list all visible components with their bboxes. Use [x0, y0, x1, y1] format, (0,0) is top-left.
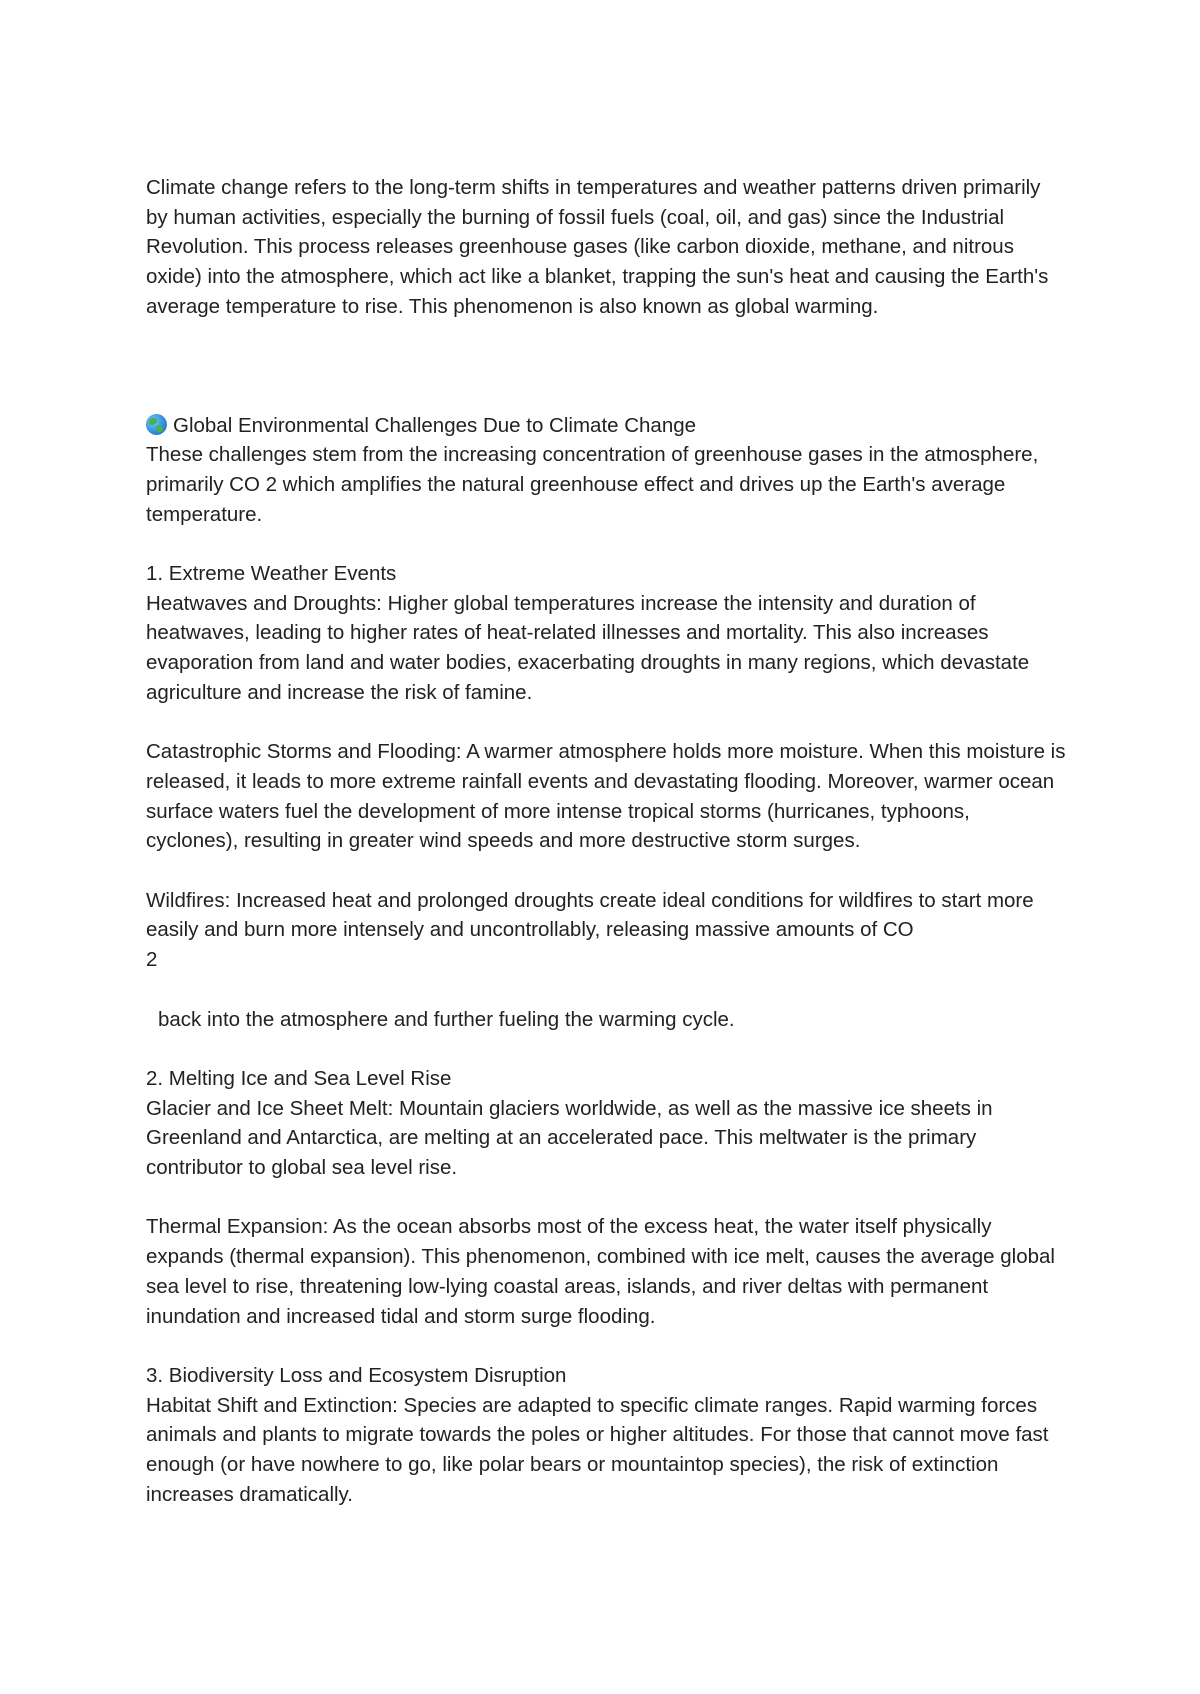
- wildfires-continuation: back into the atmosphere and further fueling the warming cycle.: [158, 1007, 735, 1031]
- globe-icon: [146, 414, 167, 435]
- section-1-heading: 1. Extreme Weather Events: [146, 562, 397, 586]
- document-body: [146, 173, 1066, 1509]
- spacer: [146, 529, 1066, 559]
- section-title-text: Global Environmental Challenges Due to Climate Change: [173, 413, 697, 437]
- section-intro-paragraph: These challenges stem from the increasing concentration of greenhouse gases in the atmosphere, primarily CO 2 which amplifies the natural greenhouse effect and drives up the Earth's average temperature.: [146, 443, 1039, 526]
- glacier-paragraph: Glacier and Ice Sheet Melt: Mountain glaciers worldwide, as well as the massive ice sheets in Greenland and Antarctica, are melting at an accelerated pace. This meltwater is the primary contributor to global sea level rise.: [146, 1096, 993, 1180]
- section-title: [146, 411, 1066, 441]
- spacer: [146, 856, 1066, 886]
- spacer: [146, 322, 1066, 411]
- intro-paragraph: Climate change refers to the long-term shifts in temperatures and weather patterns driven primarily by human activities, especially the burning of fossil fuels (coal, oil, and gas) since the Industrial Revolution. This process releases greenhouse gases (like carbon dioxide, methane, and nitrous oxide) into the atmosphere, which act like a blanket, trapping the sun's heat and causing the Earth's average temperature to rise. This phenomenon is also known as global warming.: [146, 176, 1049, 318]
- spacer: [146, 975, 1066, 1005]
- spacer: [146, 1331, 1066, 1361]
- section-3-heading: 3. Biodiversity Loss and Ecosystem Disruption: [146, 1363, 567, 1387]
- spacer: [146, 1034, 1066, 1064]
- wildfires-subscript: 2: [146, 948, 158, 972]
- spacer: [146, 708, 1066, 738]
- thermal-expansion-paragraph: Thermal Expansion: As the ocean absorbs most of the excess heat, the water itself physically expands (thermal expansion). This phenomenon, combined with ice melt, causes the average global sea level to rise, threatening low-lying coastal areas, islands, and river deltas with permanent inundation and increased tidal and storm surge flooding.: [146, 1215, 1055, 1328]
- spacer: [146, 1183, 1066, 1213]
- section-2-heading: 2. Melting Ice and Sea Level Rise: [146, 1066, 452, 1090]
- storms-paragraph: Catastrophic Storms and Flooding: A warmer atmosphere holds more moisture. When this moisture is released, it leads to more extreme rainfall events and devastating flooding. Moreover, warmer ocean surface waters fuel the development of more intense tropical storms (hurricanes, typhoons, cyclones), resulting in greater wind speeds and more destructive storm surges.: [146, 740, 1066, 853]
- habitat-paragraph: Habitat Shift and Extinction: Species are adapted to specific climate ranges. Rapid warming forces animals and plants to migrate towards the poles or higher altitudes. For those that cannot move fast enough (or have nowhere to go, like polar bears or mountaintop species), the risk of extinction increases dramatically.: [146, 1393, 1049, 1506]
- heatwaves-paragraph: Heatwaves and Droughts: Higher global temperatures increase the intensity and duration of heatwaves, leading to higher rates of heat-related illnesses and mortality. This also increases evaporation from land and water bodies, exacerbating droughts in many regions, which devastate agriculture and increase the risk of famine.: [146, 591, 1030, 704]
- wildfires-paragraph: Wildfires: Increased heat and prolonged droughts create ideal conditions for wildfires to start more easily and burn more intensely and uncontrollably, releasing massive amounts of CO: [146, 888, 1034, 942]
